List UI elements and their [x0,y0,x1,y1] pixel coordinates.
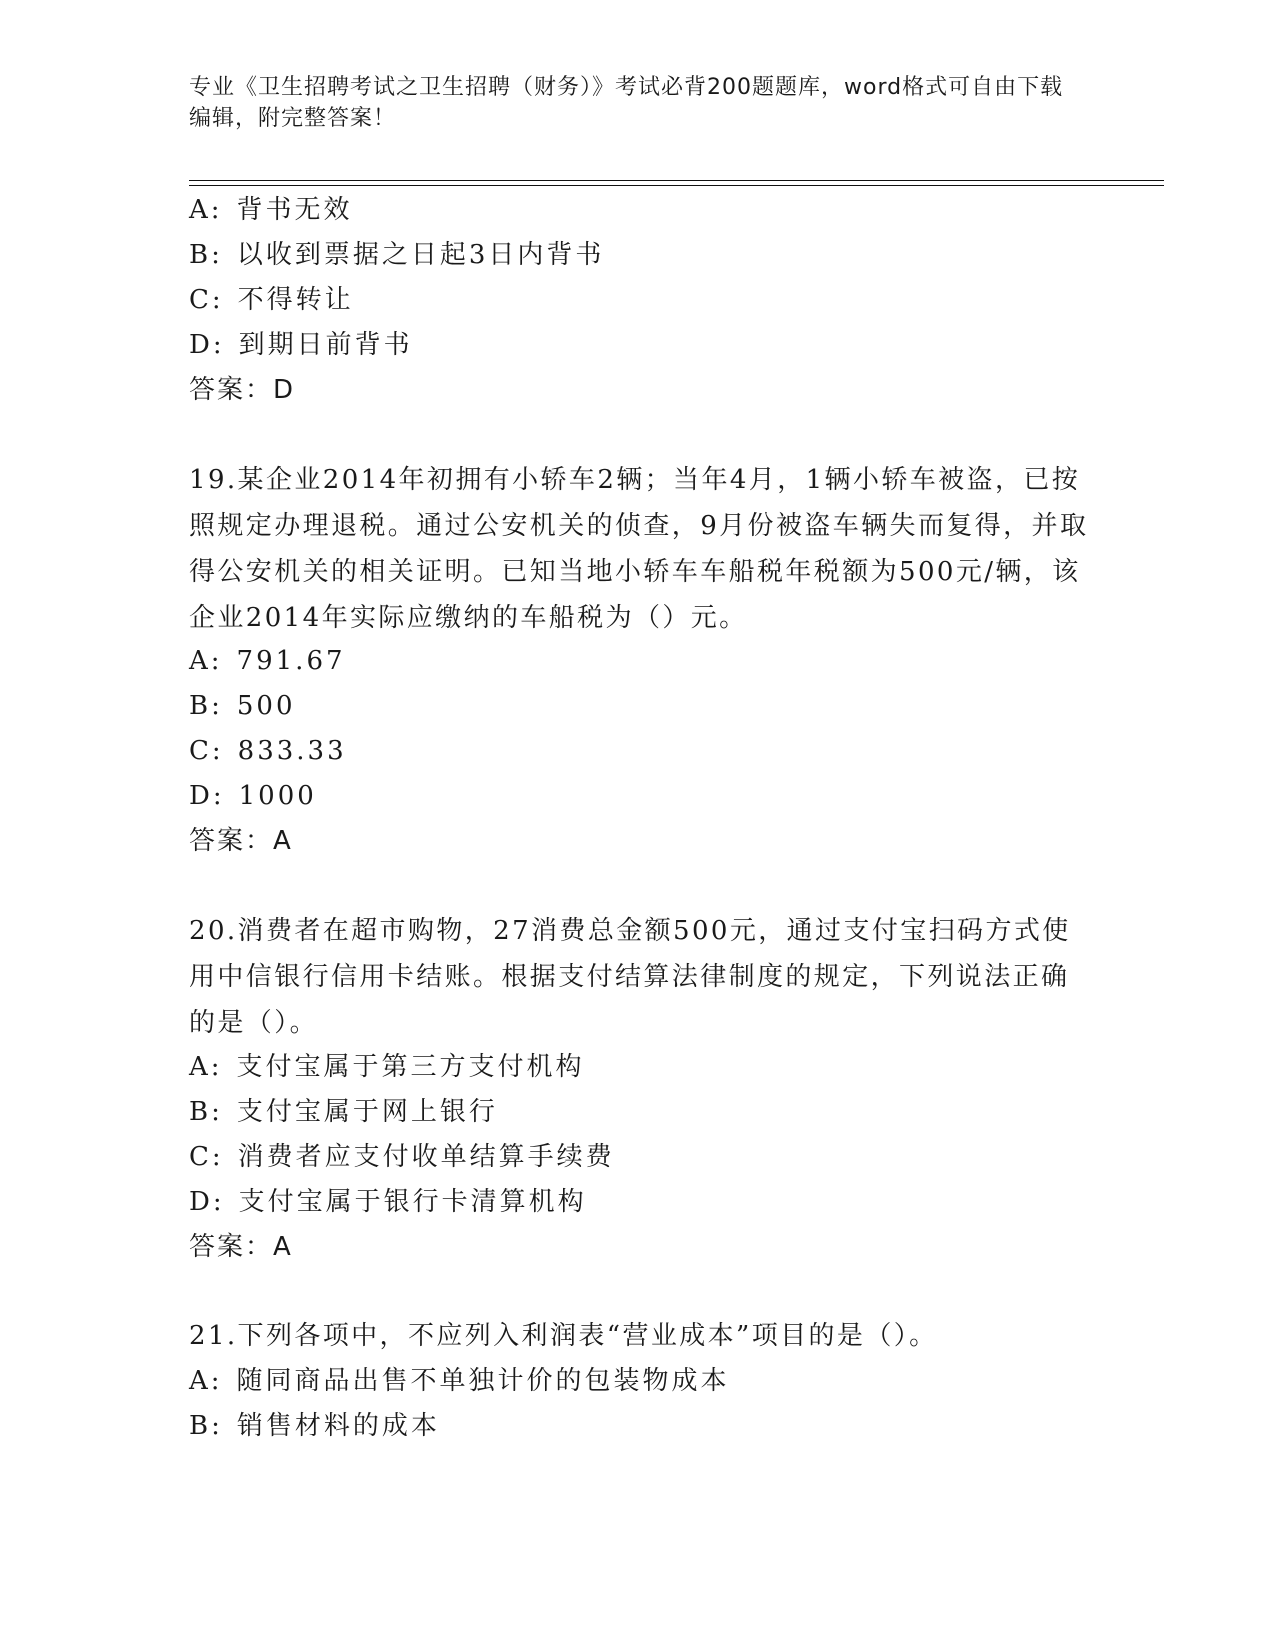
option-text: 833.33 [237,736,347,766]
option-letter: B: [189,1411,223,1441]
option-row [189,733,347,769]
option-row [189,1094,498,1130]
option-row [189,1049,585,1085]
option-row [189,282,354,318]
option-text: 支付宝属于网上银行 [236,1097,498,1127]
option-row [189,192,353,228]
option-text: 500 [236,691,296,721]
option-text: 到期日前背书 [238,330,413,360]
option-letter: B: [189,1097,223,1127]
option-letter: D: [189,330,225,360]
header-divider-bottom [189,185,1164,186]
answer-line: 答案：A [189,826,293,856]
question-21: 21.下列各项中，不应列入利润表“营业成本”项目的是（）。 [189,1321,938,1351]
option-text: 791.67 [236,646,346,676]
option-row [189,327,413,363]
option-letter: C: [189,1142,224,1172]
option-letter: A: [189,195,223,225]
option-text: 消费者应支付收单结算手续费 [237,1142,615,1172]
option-text: 背书无效 [236,195,353,225]
option-letter: D: [189,1187,225,1217]
option-text: 以收到票据之日起3日内背书 [236,240,605,270]
option-row [189,778,317,814]
document-header: 专业《卫生招聘考试之卫生招聘（财务）》考试必背200题题库，word格式可自由下载编辑，附完整答案！ [189,75,1064,131]
option-letter: D: [189,781,225,811]
option-row [189,1408,440,1444]
question-20: 20.消费者在超市购物，27消费总金额500元，通过支付宝扫码方式使用中信银行信用卡结账。根据支付结算法律制度的规定，下列说法正确的是（）。 [189,916,1071,1038]
option-row [189,1139,615,1175]
option-row [189,1363,730,1399]
option-letter: A: [189,1052,223,1082]
option-text: 1000 [238,781,317,811]
answer-line: 答案：D [189,375,296,405]
option-letter: A: [189,1366,223,1396]
question-19: 19.某企业2014年初拥有小轿车2辆；当年4月，1辆小轿车被盗，已按照规定办理退税。通过公安机关的侦查，9月份被盗车辆失而复得，并取得公安机关的相关证明。已知当地小轿车车船税年税额为500元/辆，该企业2014年实际应缴纳的车船税为（）元。 [189,465,1089,633]
option-text: 支付宝属于第三方支付机构 [236,1052,585,1082]
option-row [189,643,346,679]
option-letter: C: [189,285,224,315]
option-row [189,1184,587,1220]
answer-line: 答案：A [189,1232,293,1262]
option-letter: C: [189,736,224,766]
option-letter: B: [189,240,223,270]
option-text: 不得转让 [237,285,354,315]
header-divider-top [189,180,1164,181]
option-text: 随同商品出售不单独计价的包装物成本 [236,1366,730,1396]
option-row [189,237,604,273]
option-letter: A: [189,646,223,676]
option-row [189,688,296,724]
option-text: 销售材料的成本 [236,1411,440,1441]
option-letter: B: [189,691,223,721]
option-text: 支付宝属于银行卡清算机构 [238,1187,587,1217]
